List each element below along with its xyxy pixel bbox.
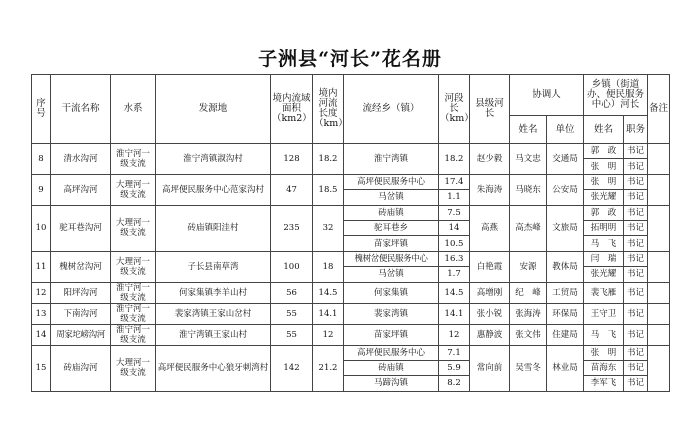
- river-system: 大理河一级支流: [111, 205, 156, 251]
- coordinator-unit: 公安局: [547, 174, 584, 205]
- coordinator-unit: 环保局: [547, 303, 584, 324]
- river-name: 下南沟河: [51, 303, 111, 324]
- remark: [648, 324, 670, 345]
- header-coordinator: 协调人: [510, 75, 584, 116]
- river-name: 清水沟河: [51, 144, 111, 175]
- remark: [648, 282, 670, 303]
- row-no: 13: [32, 303, 51, 324]
- table-row: [32, 303, 670, 324]
- river-source: 何家集镇李羊山村: [156, 282, 271, 303]
- river-system: 淮宁河一级支流: [111, 144, 156, 175]
- river-system: 大理河一级支流: [111, 251, 156, 282]
- header-town-chief-name: 姓名: [584, 116, 624, 144]
- town-chief-name: 张 明: [584, 345, 624, 360]
- coordinator-name: 马文忠: [510, 144, 547, 175]
- remark: [648, 205, 670, 251]
- township: 槐树岔便民服务中心: [344, 251, 439, 266]
- river-name: 驼耳巷沟河: [51, 205, 111, 251]
- township: 砖庙镇: [344, 360, 439, 375]
- town-chief-post: 书记: [624, 220, 648, 235]
- town-chief-post: 书记: [624, 360, 648, 375]
- river-name: 周家坨嵭沟河: [51, 324, 111, 345]
- basin-area: 235: [271, 205, 313, 251]
- basin-area: 128: [271, 144, 313, 175]
- row-no: 8: [32, 144, 51, 175]
- segment-length: 12: [439, 324, 470, 345]
- town-chief-name: 马 飞: [584, 236, 624, 251]
- river-source: 砖庙镇阳洼村: [156, 205, 271, 251]
- coordinator-unit: 工贸局: [547, 282, 584, 303]
- row-no: 14: [32, 324, 51, 345]
- segment-length: 17.4: [439, 174, 470, 189]
- segment-length: 10.5: [439, 236, 470, 251]
- remark: [648, 251, 670, 282]
- township: 高坪便民服务中心: [344, 174, 439, 189]
- coordinator-name: 纪 峰: [510, 282, 547, 303]
- segment-length: 1.1: [439, 190, 470, 205]
- header-county-chief: 县级河长: [470, 75, 510, 144]
- river-length: 18.2: [313, 144, 344, 175]
- coordinator-name: 张文伟: [510, 324, 547, 345]
- town-chief-post: 书记: [624, 236, 648, 251]
- river-length: 14.5: [313, 282, 344, 303]
- town-chief-post: 书记: [624, 251, 648, 266]
- table-row: [32, 174, 670, 189]
- river-system: 淮宁河一级支流: [111, 282, 156, 303]
- header-no: 序号: [32, 75, 51, 144]
- row-no: 9: [32, 174, 51, 205]
- town-chief-name: 郭 政: [584, 205, 624, 220]
- coordinator-unit: 教体局: [547, 251, 584, 282]
- header-coordinator-unit: 单位: [547, 116, 584, 144]
- segment-length: 14: [439, 220, 470, 235]
- river-name: 砖庙沟河: [51, 345, 111, 391]
- coordinator-unit: 林业局: [547, 345, 584, 391]
- header-segment-length: 河段长（km）: [439, 75, 470, 144]
- township: 苗家坪镇: [344, 236, 439, 251]
- header-town-chief: 乡镇（街道办、便民服务中心）河长: [584, 75, 648, 116]
- remark: [648, 144, 670, 175]
- table-body: [32, 144, 670, 392]
- river-system: 淮宁河一级支流: [111, 324, 156, 345]
- basin-area: 55: [271, 324, 313, 345]
- coordinator-unit: 交通局: [547, 144, 584, 175]
- county-chief: 朱海涛: [470, 174, 510, 205]
- township: 何家集镇: [344, 282, 439, 303]
- coordinator-name: 马晓东: [510, 174, 547, 205]
- township: 砖庙镇: [344, 205, 439, 220]
- table-row: [32, 205, 670, 220]
- county-chief: 惠静波: [470, 324, 510, 345]
- county-chief: 张小锐: [470, 303, 510, 324]
- row-no: 10: [32, 205, 51, 251]
- county-chief: 常向前: [470, 345, 510, 391]
- segment-length: 14.5: [439, 282, 470, 303]
- table-row: [32, 324, 670, 345]
- row-no: 11: [32, 251, 51, 282]
- river-source: 高坪便民服务中心狼牙刺湾村: [156, 345, 271, 391]
- coordinator-unit: 文旅局: [547, 205, 584, 251]
- basin-area: 56: [271, 282, 313, 303]
- township: 驼耳巷乡: [344, 220, 439, 235]
- page-title: 子洲县“河长”花名册: [258, 48, 442, 70]
- river-source: 高坪便民服务中心范家沟村: [156, 174, 271, 205]
- river-source: 淮宁湾镇淑沟村: [156, 144, 271, 175]
- river-length: 32: [313, 205, 344, 251]
- town-chief-name: 闫 瑞: [584, 251, 624, 266]
- town-chief-post: 书记: [624, 267, 648, 282]
- segment-length: 8.2: [439, 376, 470, 391]
- segment-length: 16.3: [439, 251, 470, 266]
- town-chief-name: 张光耀: [584, 267, 624, 282]
- header-town-chief-post: 职务: [624, 116, 648, 144]
- town-chief-post: 书记: [624, 345, 648, 360]
- coordinator-name: 吴雪冬: [510, 345, 547, 391]
- header-township: 流经乡（镇）: [344, 75, 439, 144]
- town-chief-name: 张 明: [584, 159, 624, 174]
- river-system: 淮宁河一级支流: [111, 303, 156, 324]
- county-chief: 赵少毅: [470, 144, 510, 175]
- header-area: 境内流域面积（km2）: [271, 75, 313, 144]
- coordinator-unit: 住建局: [547, 324, 584, 345]
- river-system: 大理河一级支流: [111, 345, 156, 391]
- town-chief-post: 书记: [624, 205, 648, 220]
- header-source: 发源地: [156, 75, 271, 144]
- township: 马岔镇: [344, 267, 439, 282]
- remark: [648, 174, 670, 205]
- river-system: 大理河一级支流: [111, 174, 156, 205]
- town-chief-post: 书记: [624, 324, 648, 345]
- segment-length: 14.1: [439, 303, 470, 324]
- town-chief-name: 王守卫: [584, 303, 624, 324]
- remark: [648, 345, 670, 391]
- table-row: [32, 345, 670, 360]
- town-chief-name: 郭 政: [584, 144, 624, 159]
- river-name: 高坪沟河: [51, 174, 111, 205]
- segment-length: 7.5: [439, 205, 470, 220]
- river-length: 14.1: [313, 303, 344, 324]
- township: 苗家坪镇: [344, 324, 439, 345]
- row-no: 15: [32, 345, 51, 391]
- segment-length: 7.1: [439, 345, 470, 360]
- coordinator-name: 张海涛: [510, 303, 547, 324]
- coordinator-name: 高杰峰: [510, 205, 547, 251]
- header-system: 水系: [111, 75, 156, 144]
- river-source: 裴家湾镇王家山岔村: [156, 303, 271, 324]
- header-remark: 备注: [648, 75, 670, 144]
- header-river: 干流名称: [51, 75, 111, 144]
- river-name: 阳坪沟河: [51, 282, 111, 303]
- township: 裴家湾镇: [344, 303, 439, 324]
- river-length: 21.2: [313, 345, 344, 391]
- coordinator-name: 安源: [510, 251, 547, 282]
- town-chief-post: 书记: [624, 376, 648, 391]
- town-chief-name: 张 明: [584, 174, 624, 189]
- township: 淮宁湾镇: [344, 144, 439, 175]
- basin-area: 100: [271, 251, 313, 282]
- segment-length: 5.9: [439, 360, 470, 375]
- township: 高坪便民服务中心: [344, 345, 439, 360]
- basin-area: 47: [271, 174, 313, 205]
- town-chief-name: 李军飞: [584, 376, 624, 391]
- township: 马蹄沟镇: [344, 376, 439, 391]
- river-length: 18.5: [313, 174, 344, 205]
- town-chief-post: 书记: [624, 303, 648, 324]
- county-chief: 高增刚: [470, 282, 510, 303]
- table-row: [32, 144, 670, 159]
- town-chief-post: 书记: [624, 144, 648, 159]
- river-source: 淮宁湾镇王家山村: [156, 324, 271, 345]
- remark: [648, 303, 670, 324]
- table-row: [32, 282, 670, 303]
- town-chief-name: 拓明明: [584, 220, 624, 235]
- river-length: 12: [313, 324, 344, 345]
- county-chief: 高燕: [470, 205, 510, 251]
- segment-length: 18.2: [439, 144, 470, 175]
- river-chief-table: [31, 74, 670, 392]
- town-chief-post: 书记: [624, 282, 648, 303]
- town-chief-post: 书记: [624, 174, 648, 189]
- basin-area: 55: [271, 303, 313, 324]
- county-chief: 白艳霞: [470, 251, 510, 282]
- basin-area: 142: [271, 345, 313, 391]
- town-chief-post: 书记: [624, 159, 648, 174]
- township: 马岔镇: [344, 190, 439, 205]
- town-chief-name: 苗海东: [584, 360, 624, 375]
- town-chief-post: 书记: [624, 190, 648, 205]
- river-source: 子长县南草湾: [156, 251, 271, 282]
- row-no: 12: [32, 282, 51, 303]
- town-chief-name: 裴飞雁: [584, 282, 624, 303]
- table-row: [32, 251, 670, 266]
- header-coordinator-name: 姓名: [510, 116, 547, 144]
- town-chief-name: 马 飞: [584, 324, 624, 345]
- town-chief-name: 张光耀: [584, 190, 624, 205]
- river-name: 槐树岔沟河: [51, 251, 111, 282]
- segment-length: 1.7: [439, 267, 470, 282]
- river-length: 18: [313, 251, 344, 282]
- header-length: 境内河流长度（km）: [313, 75, 344, 144]
